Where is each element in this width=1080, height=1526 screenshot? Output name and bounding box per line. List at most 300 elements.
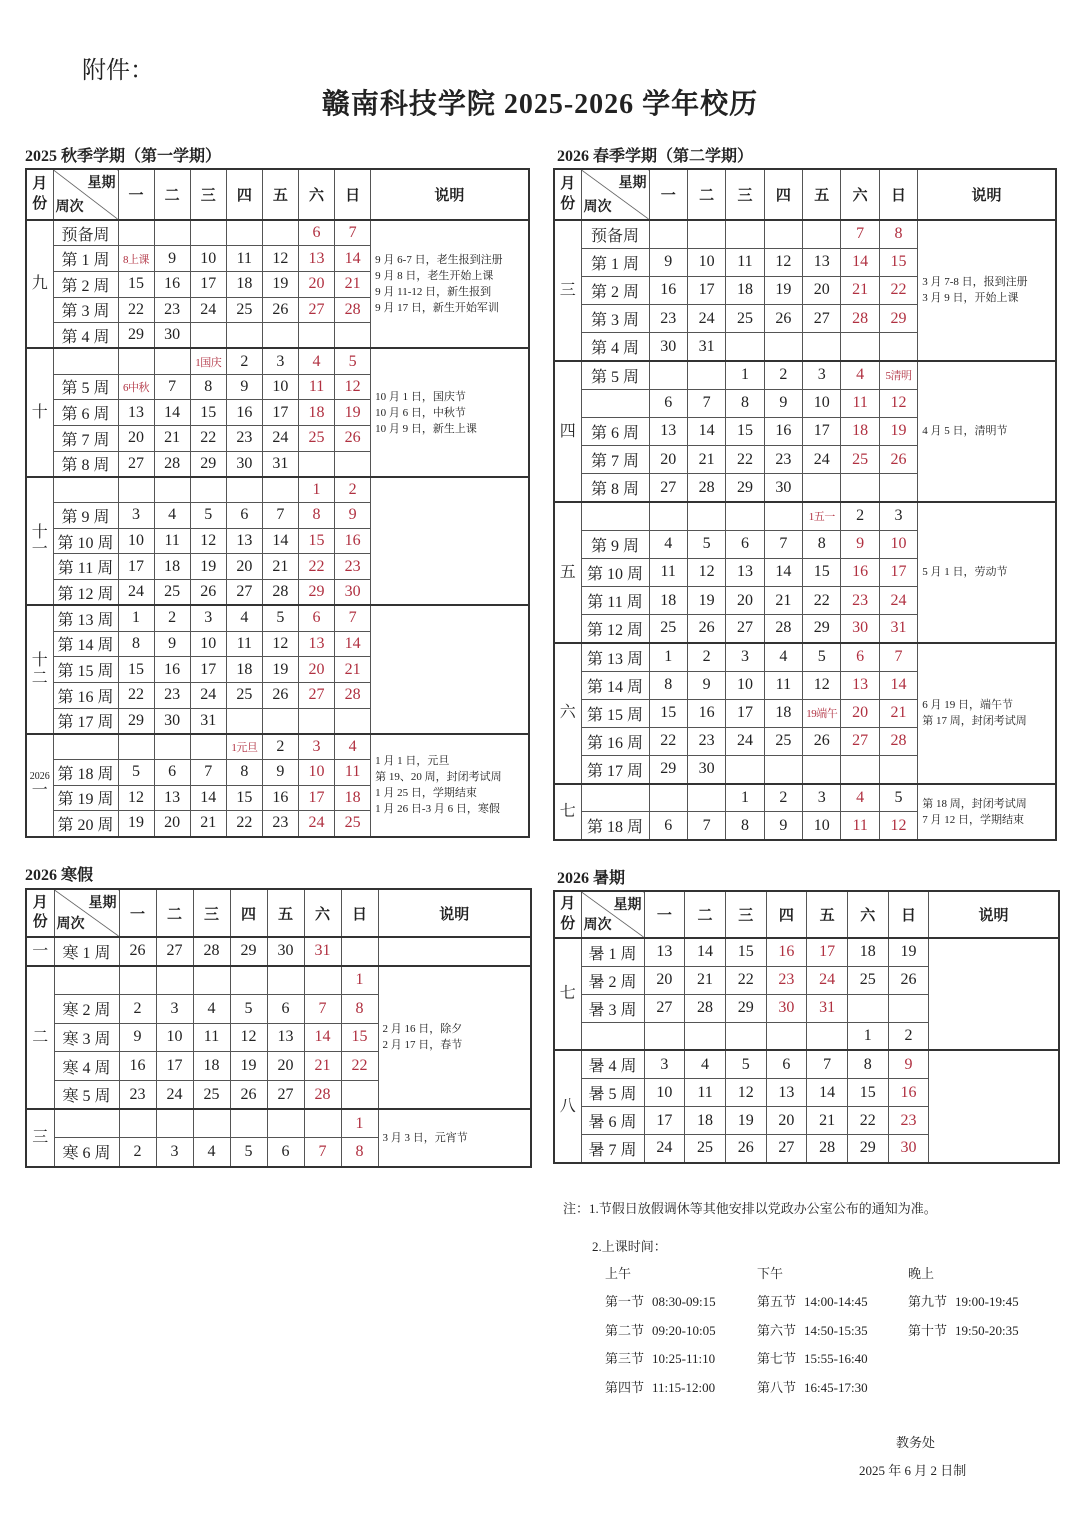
weekday-week-header [54, 889, 119, 937]
day-cell: 10 [726, 671, 764, 699]
day-cell: 12 [230, 1023, 267, 1052]
month-label: 三 [559, 281, 576, 299]
notes-cell [918, 220, 1056, 361]
day-cell: 21 [807, 1107, 848, 1135]
day-cell: 17 [687, 276, 725, 304]
month-label: 三 [32, 1129, 49, 1147]
week-label: 第 4 周 [581, 333, 649, 361]
week-row [554, 643, 1056, 671]
day-cell: 2 [119, 1138, 156, 1167]
day-cell [807, 1022, 848, 1050]
day-cell: 26 [879, 446, 917, 474]
note-line: 7 月 12 日，学期结束 [922, 813, 1024, 826]
month-header: 月份 [26, 889, 54, 937]
day-cell [764, 220, 802, 248]
day-cell: 13 [841, 671, 879, 699]
page-title: 赣南科技学院 2025-2026 学年校历 [321, 89, 759, 120]
day-cell: 23 [687, 727, 725, 755]
day-cell [687, 220, 725, 248]
period-time: 14:00-14:45 [804, 1294, 868, 1309]
day-cell: 8 [726, 389, 764, 417]
day-cell: 19 [262, 657, 298, 683]
period-time: 14:50-15:35 [804, 1322, 868, 1338]
week-label: 第 10 周 [581, 558, 649, 586]
day-cell: 30 [841, 615, 879, 643]
day-cell: 12 [118, 785, 154, 811]
day-cell: 9 [764, 389, 802, 417]
week-label [581, 502, 649, 530]
day-cell: 4 [764, 643, 802, 671]
day-cell: 14 [154, 400, 190, 426]
header-row [26, 889, 531, 937]
day-cell: 21 [841, 276, 879, 304]
day-cell: 10 [262, 374, 298, 400]
day-cell: 6 [267, 1138, 304, 1167]
day-cell: 21 [262, 554, 298, 580]
day-cell: 9 [841, 530, 879, 558]
day-cell: 7 [335, 220, 371, 246]
day-header: 日 [879, 169, 917, 220]
day-cell: 6 [267, 994, 304, 1023]
period-item [605, 1291, 716, 1310]
day-cell: 15 [847, 1078, 888, 1106]
day-cell [644, 1022, 685, 1050]
week-label: 第 16 周 [53, 682, 118, 708]
day-cell: 17 [726, 699, 764, 727]
day-cell: 20 [766, 1107, 807, 1135]
day-header: 二 [685, 891, 726, 938]
note-line: 9 月 17 日，新生开始军训 [375, 302, 499, 315]
day-cell: 3 [879, 502, 917, 530]
day-cell: 20 [298, 271, 334, 297]
week-label: 第 13 周 [581, 643, 649, 671]
day-cell: 12 [262, 246, 298, 272]
day-cell: 2 [262, 734, 298, 760]
day-cell: 15 [879, 248, 917, 276]
month-cell [554, 1050, 581, 1162]
period-item [757, 1320, 868, 1339]
week-label: 预备周 [53, 220, 118, 246]
day-cell: 5 [230, 1138, 267, 1167]
day-cell: 23 [766, 966, 807, 994]
week-label: 第 7 周 [581, 446, 649, 474]
day-cell: 21 [190, 811, 226, 837]
period-time: 09:20-10:05 [652, 1322, 716, 1338]
day-cell: 3 [262, 348, 298, 374]
week-label: 第 15 周 [53, 657, 118, 683]
day-cell: 18 [841, 417, 879, 445]
day-cell [841, 756, 879, 784]
day-cell: 4 [193, 1138, 230, 1167]
day-header: 五 [267, 889, 304, 937]
month-label: 五 [559, 563, 576, 581]
month-cell [554, 502, 581, 643]
day-cell: 19 [335, 400, 371, 426]
note-line: 3 月 3 日，元宵节 [382, 1131, 468, 1144]
day-cell [190, 323, 226, 349]
day-cell [154, 220, 190, 246]
day-cell [118, 734, 154, 760]
day-cell: 13 [803, 248, 841, 276]
day-cell: 28 [335, 297, 371, 323]
day-cell [118, 220, 154, 246]
day-cell: 8 [226, 759, 262, 785]
day-cell: 5 [190, 503, 226, 529]
day-cell [298, 451, 334, 477]
day-header: 六 [304, 889, 341, 937]
month-label: 十 [31, 403, 48, 421]
weekday-header-label: 星期 [618, 176, 647, 191]
day-cell: 1 [726, 361, 764, 389]
day-header: 一 [644, 891, 685, 938]
week-label: 第 2 周 [53, 271, 118, 297]
period-name: 第七节 [757, 1351, 797, 1366]
day-cell [230, 966, 267, 995]
notes-cell [918, 643, 1056, 784]
day-cell: 1 [341, 966, 378, 995]
day-cell: 11 [841, 812, 879, 840]
day-cell: 13 [298, 631, 334, 657]
week-label [53, 477, 118, 503]
day-cell: 22 [847, 1107, 888, 1135]
spring-table [553, 168, 1057, 841]
day-cell: 17 [262, 400, 298, 426]
day-cell: 17 [644, 1107, 685, 1135]
week-label: 寒 6 周 [54, 1138, 119, 1167]
day-cell [649, 502, 687, 530]
day-cell [262, 220, 298, 246]
day-cell: 24 [644, 1135, 685, 1163]
notes-cell [378, 1109, 531, 1166]
day-cell: 18 [226, 657, 262, 683]
day-cell: 1 [649, 643, 687, 671]
week-label: 寒 1 周 [54, 937, 119, 966]
day-cell: 4 [154, 503, 190, 529]
day-cell: 9 [764, 812, 802, 840]
week-label: 第 18 周 [581, 812, 649, 840]
period-item [908, 1320, 1019, 1339]
day-cell: 8 [118, 631, 154, 657]
day-cell: 3 [156, 1138, 193, 1167]
day-cell: 28 [262, 580, 298, 606]
month-cell [26, 734, 53, 837]
period-name: 第四节 [605, 1379, 645, 1395]
notes-cell [371, 220, 529, 348]
day-cell: 23 [154, 297, 190, 323]
day-cell [803, 474, 841, 502]
day-cell [119, 966, 156, 995]
day-cell: 23 [226, 426, 262, 452]
day-cell: 23 [764, 446, 802, 474]
day-cell: 14 [335, 246, 371, 272]
day-cell: 5 [262, 605, 298, 631]
day-cell: 8 [803, 530, 841, 558]
notes-header: 说明 [918, 169, 1056, 220]
day-cell: 19 [230, 1052, 267, 1081]
week-label: 第 18 周 [53, 759, 118, 785]
week-row [26, 477, 529, 503]
day-cell: 28 [841, 305, 879, 333]
day-cell: 26 [190, 580, 226, 606]
day-cell: 21 [879, 699, 917, 727]
day-cell [226, 708, 262, 734]
day-cell: 6 [154, 759, 190, 785]
note-line: 3 月 7-8 日，报到注册 [922, 276, 1028, 289]
week-row [554, 361, 1056, 389]
day-header: 六 [841, 169, 879, 220]
day-cell: 17 [298, 785, 334, 811]
day-cell: 17 [118, 554, 154, 580]
day-cell [298, 708, 334, 734]
day-cell: 15 [190, 400, 226, 426]
month-cell [554, 220, 581, 361]
week-label: 第 11 周 [581, 586, 649, 614]
day-cell: 22 [879, 276, 917, 304]
day-cell: 16 [154, 657, 190, 683]
day-cell: 18 [649, 586, 687, 614]
week-label [53, 734, 118, 760]
month-cell [26, 477, 53, 605]
day-cell: 8 [649, 671, 687, 699]
week-label: 第 1 周 [581, 248, 649, 276]
weekday-header-label: 星期 [87, 176, 116, 191]
day-cell: 8上课 [118, 246, 154, 272]
day-cell: 22 [118, 297, 154, 323]
day-cell [226, 220, 262, 246]
day-cell [341, 1080, 378, 1109]
day-cell: 19 [888, 938, 929, 966]
day-cell [841, 474, 879, 502]
day-cell: 24 [807, 966, 848, 994]
day-header: 六 [298, 169, 334, 220]
day-cell: 22 [726, 446, 764, 474]
month-label: 十一 [31, 523, 48, 559]
day-cell: 26 [888, 966, 929, 994]
day-cell [193, 1109, 230, 1138]
day-cell: 31 [304, 937, 341, 966]
week-label [581, 1022, 644, 1050]
day-cell: 8 [298, 503, 334, 529]
day-cell: 22 [226, 811, 262, 837]
day-header: 三 [725, 891, 766, 938]
day-cell [193, 966, 230, 995]
notes-cell [918, 784, 1056, 840]
weekday-header-label: 星期 [88, 896, 117, 911]
day-cell: 6 [841, 643, 879, 671]
day-cell [847, 994, 888, 1022]
day-cell: 9 [335, 503, 371, 529]
day-cell: 5 [803, 643, 841, 671]
day-cell [226, 323, 262, 349]
day-cell: 3 [803, 361, 841, 389]
day-cell: 16 [766, 938, 807, 966]
day-cell: 20 [118, 426, 154, 452]
day-cell [119, 1109, 156, 1138]
day-header: 六 [847, 891, 888, 938]
day-cell: 13 [649, 417, 687, 445]
week-label: 第 5 周 [53, 374, 118, 400]
day-cell [304, 1109, 341, 1138]
day-cell [803, 333, 841, 361]
day-header: 四 [764, 169, 802, 220]
day-cell: 21 [335, 271, 371, 297]
week-label: 寒 2 周 [54, 994, 119, 1023]
day-cell: 29 [298, 580, 334, 606]
day-cell: 14 [304, 1023, 341, 1052]
note-line: 2 月 17 日，春节 [382, 1039, 463, 1052]
notes-cell [918, 361, 1056, 502]
period-name: 第二节 [605, 1322, 645, 1338]
day-cell [335, 708, 371, 734]
day-cell: 20 [267, 1052, 304, 1081]
day-cell: 20 [726, 586, 764, 614]
day-cell: 15 [226, 785, 262, 811]
day-cell: 12 [764, 248, 802, 276]
weekday-week-header [53, 169, 118, 220]
day-cell: 13 [226, 528, 262, 554]
day-cell: 4 [298, 348, 334, 374]
week-label: 第 5 周 [581, 361, 649, 389]
note-line: 6 月 19 日，端午节 [922, 699, 1013, 712]
week-label: 第 1 周 [53, 246, 118, 272]
day-cell [726, 756, 764, 784]
day-cell: 7 [764, 530, 802, 558]
week-header-label: 周次 [583, 918, 612, 933]
day-cell [154, 477, 190, 503]
period-name: 第八节 [757, 1379, 797, 1395]
day-cell: 16 [226, 400, 262, 426]
notes-cell [378, 937, 531, 966]
day-cell: 5 [118, 759, 154, 785]
day-cell: 30 [766, 994, 807, 1022]
day-cell: 12 [879, 812, 917, 840]
day-cell: 20 [226, 554, 262, 580]
week-label: 第 16 周 [581, 727, 649, 755]
week-header-label: 周次 [55, 200, 84, 215]
week-label: 第 19 周 [53, 785, 118, 811]
day-cell: 11 [685, 1078, 726, 1106]
day-cell: 18 [726, 276, 764, 304]
weekday-week-header [581, 169, 649, 220]
day-cell: 9 [649, 248, 687, 276]
day-cell: 31 [190, 708, 226, 734]
day-cell: 14 [807, 1078, 848, 1106]
month-cell [26, 348, 53, 476]
day-cell: 29 [118, 708, 154, 734]
day-cell: 10 [156, 1023, 193, 1052]
notes-cell [929, 1050, 1059, 1162]
day-cell [685, 1022, 726, 1050]
week-row [26, 605, 529, 631]
day-cell [335, 323, 371, 349]
week-label: 暑 3 周 [581, 994, 644, 1022]
day-cell: 8 [726, 812, 764, 840]
day-cell: 27 [726, 615, 764, 643]
day-cell: 16 [764, 417, 802, 445]
day-cell: 28 [193, 937, 230, 966]
month-cell [554, 938, 581, 1050]
day-cell: 17 [190, 657, 226, 683]
day-cell: 23 [119, 1080, 156, 1109]
week-row [554, 220, 1056, 248]
day-cell: 23 [262, 811, 298, 837]
note-line: 10 月 9 日，新生上课 [375, 422, 477, 435]
note-line: 1 月 1 日，元旦 [375, 755, 450, 768]
day-cell: 26 [262, 682, 298, 708]
day-cell [726, 502, 764, 530]
day-cell: 30 [226, 451, 262, 477]
day-cell: 25 [154, 580, 190, 606]
day-cell [190, 477, 226, 503]
day-header: 日 [335, 169, 371, 220]
day-cell: 6 [726, 530, 764, 558]
day-cell: 3 [156, 994, 193, 1023]
day-cell: 28 [807, 1135, 848, 1163]
day-cell: 30 [154, 708, 190, 734]
week-label: 第 20 周 [53, 811, 118, 837]
day-cell: 13 [118, 400, 154, 426]
day-cell: 25 [226, 682, 262, 708]
week-label: 第 14 周 [53, 631, 118, 657]
day-cell: 25 [335, 811, 371, 837]
day-header: 日 [341, 889, 378, 937]
note-line: 1 月 26 日-3 月 6 日，寒假 [375, 803, 500, 816]
day-cell: 20 [803, 276, 841, 304]
day-cell: 4 [226, 605, 262, 631]
day-cell: 5 [725, 1050, 766, 1078]
note-line: 第 19、20 周，封闭考试周 [375, 771, 502, 784]
note-1: 注：1.节假日放假调休等其他安排以党政办公室公布的通知为准。 [563, 1201, 937, 1216]
week-row [26, 734, 529, 760]
day-cell: 14 [687, 417, 725, 445]
day-cell: 23 [841, 586, 879, 614]
day-header: 五 [262, 169, 298, 220]
day-cell: 2 [226, 348, 262, 374]
month-header: 月份 [554, 169, 581, 220]
day-cell: 27 [156, 937, 193, 966]
day-cell [118, 477, 154, 503]
day-cell [725, 1022, 766, 1050]
day-cell: 20 [841, 699, 879, 727]
weekday-header-label: 星期 [613, 898, 642, 913]
day-cell [803, 756, 841, 784]
day-cell: 26 [725, 1135, 766, 1163]
day-cell: 26 [335, 426, 371, 452]
month-cell [26, 1109, 54, 1166]
day-cell: 3 [644, 1050, 685, 1078]
day-cell: 11 [764, 671, 802, 699]
week-label: 第 17 周 [53, 708, 118, 734]
day-cell: 15 [726, 417, 764, 445]
day-cell: 4 [685, 1050, 726, 1078]
day-cell: 24 [190, 682, 226, 708]
day-header: 日 [888, 891, 929, 938]
week-label: 暑 1 周 [581, 938, 644, 966]
notes-header: 说明 [371, 169, 529, 220]
period-item [605, 1348, 715, 1367]
day-cell: 4 [841, 784, 879, 812]
year-label: 2026 [29, 770, 50, 782]
day-cell: 6 [298, 605, 334, 631]
day-cell: 7 [304, 994, 341, 1023]
day-cell [154, 734, 190, 760]
note-line: 9 月 6-7 日，老生报到注册 [375, 254, 503, 267]
day-cell: 26 [803, 727, 841, 755]
day-cell: 28 [685, 994, 726, 1022]
week-label: 第 6 周 [53, 400, 118, 426]
day-cell: 28 [335, 682, 371, 708]
day-cell: 23 [888, 1107, 929, 1135]
